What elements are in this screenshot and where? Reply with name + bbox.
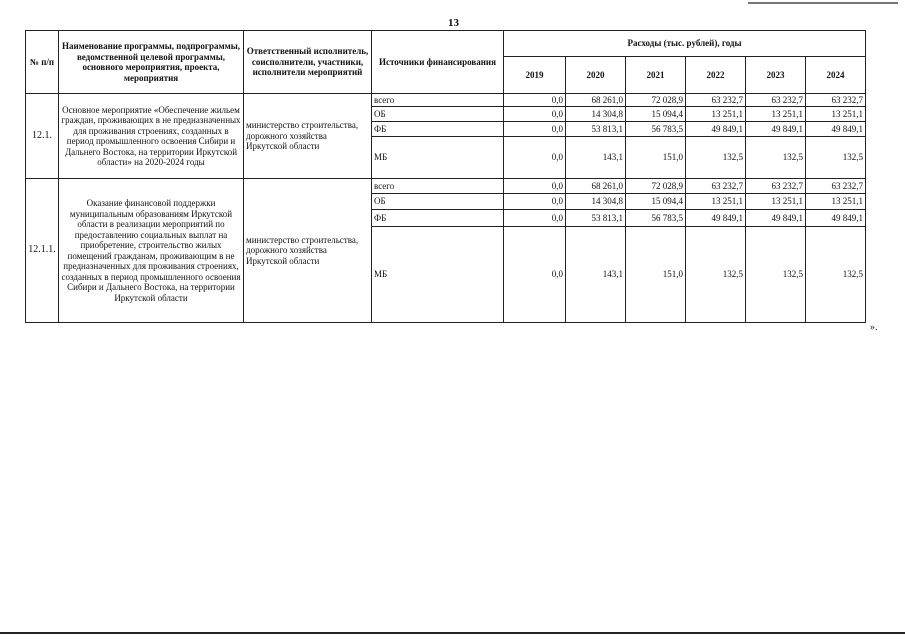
header-year-2021: 2021 <box>626 57 686 94</box>
header-year-2024: 2024 <box>806 57 866 94</box>
value-cell: 68 261,0 <box>566 179 626 194</box>
value-cell: 132,5 <box>806 137 866 179</box>
table-row <box>26 179 866 194</box>
value-cell: 49 849,1 <box>746 210 806 227</box>
table-container <box>25 30 866 323</box>
value-cell: 0,0 <box>504 210 566 227</box>
value-cell: 15 094,4 <box>626 194 686 210</box>
header-name: Наименование программы, подпрограммы, ведомственной целевой программы, основного мероприятия, проекта, мероприятия <box>59 31 244 94</box>
value-cell: 0,0 <box>504 194 566 210</box>
source-label: ФБ <box>372 210 504 227</box>
source-label: ФБ <box>372 122 504 137</box>
value-cell: 0,0 <box>504 137 566 179</box>
value-cell: 63 232,7 <box>686 179 746 194</box>
value-cell: 49 849,1 <box>806 122 866 137</box>
row-responsible: министерство строительства, дорожного хозяйства Иркутской области <box>244 179 372 323</box>
value-cell: 0,0 <box>504 227 566 323</box>
row-responsible: министерство строительства, дорожного хозяйства Иркутской области <box>244 94 372 179</box>
header-expenses: Расходы (тыс. рублей), годы <box>504 31 866 57</box>
page-number: 13 <box>448 17 459 29</box>
value-cell: 14 304,8 <box>566 194 626 210</box>
value-cell: 0,0 <box>504 122 566 137</box>
value-cell: 49 849,1 <box>686 122 746 137</box>
value-cell: 151,0 <box>626 137 686 179</box>
source-label: МБ <box>372 227 504 323</box>
value-cell: 13 251,1 <box>686 194 746 210</box>
value-cell: 0,0 <box>504 179 566 194</box>
source-label: ОБ <box>372 194 504 210</box>
value-cell: 15 094,4 <box>626 107 686 122</box>
value-cell: 13 251,1 <box>806 194 866 210</box>
value-cell: 13 251,1 <box>746 194 806 210</box>
header-source: Источники финансирования <box>372 31 504 94</box>
header-responsible: Ответственный исполнитель, соисполнители, участники, исполнители мероприятий <box>244 31 372 94</box>
value-cell: 63 232,7 <box>686 94 746 107</box>
bottom-edge-line <box>0 632 905 634</box>
value-cell: 53 813,1 <box>566 122 626 137</box>
value-cell: 151,0 <box>626 227 686 323</box>
row-number: 12.1.1. <box>26 179 59 323</box>
value-cell: 0,0 <box>504 107 566 122</box>
value-cell: 63 232,7 <box>746 179 806 194</box>
value-cell: 132,5 <box>686 227 746 323</box>
value-cell: 49 849,1 <box>686 210 746 227</box>
value-cell: 68 261,0 <box>566 94 626 107</box>
value-cell: 132,5 <box>746 137 806 179</box>
source-label: всего <box>372 179 504 194</box>
header-year-2023: 2023 <box>746 57 806 94</box>
value-cell: 63 232,7 <box>746 94 806 107</box>
value-cell: 13 251,1 <box>686 107 746 122</box>
value-cell: 63 232,7 <box>806 94 866 107</box>
value-cell: 143,1 <box>566 227 626 323</box>
value-cell: 72 028,9 <box>626 94 686 107</box>
row-number: 12.1. <box>26 94 59 179</box>
header-num: № п/п <box>26 31 59 94</box>
value-cell: 56 783,5 <box>626 210 686 227</box>
value-cell: 56 783,5 <box>626 122 686 137</box>
value-cell: 72 028,9 <box>626 179 686 194</box>
value-cell: 13 251,1 <box>746 107 806 122</box>
source-label: МБ <box>372 137 504 179</box>
value-cell: 0,0 <box>504 94 566 107</box>
table-row <box>26 94 866 107</box>
header-year-2020: 2020 <box>566 57 626 94</box>
header-year-2019: 2019 <box>504 57 566 94</box>
value-cell: 49 849,1 <box>806 210 866 227</box>
value-cell: 132,5 <box>686 137 746 179</box>
expenses-table <box>25 30 866 323</box>
value-cell: 132,5 <box>746 227 806 323</box>
header-year-2022: 2022 <box>686 57 746 94</box>
value-cell: 49 849,1 <box>746 122 806 137</box>
value-cell: 53 813,1 <box>566 210 626 227</box>
value-cell: 132,5 <box>806 227 866 323</box>
row-name: Основное мероприятие «Обеспечение жильем граждан, проживающих в не предназначенных для проживания строениях, созданных в период промышленного освоения Сибири и Дальнего Востока, на территории Иркутской области» на 2020-2024 годы <box>59 94 244 179</box>
value-cell: 13 251,1 <box>806 107 866 122</box>
row-name: Оказание финансовой поддержки муниципальным образованиям Иркутской области в реализации мероприятий по предоставлению социальных выплат на приобретение, строительство жилых помещений гражданам, проживающим в не предназначенных для проживания строениях, созданных в период промышленного освоения Сибири и Дальнего Востока, на территории Иркутской области <box>59 179 244 323</box>
value-cell: 143,1 <box>566 137 626 179</box>
source-label: ОБ <box>372 107 504 122</box>
top-edge-line <box>748 2 898 4</box>
source-label: всего <box>372 94 504 107</box>
closing-quote-mark: ». <box>870 322 878 333</box>
value-cell: 14 304,8 <box>566 107 626 122</box>
value-cell: 63 232,7 <box>806 179 866 194</box>
